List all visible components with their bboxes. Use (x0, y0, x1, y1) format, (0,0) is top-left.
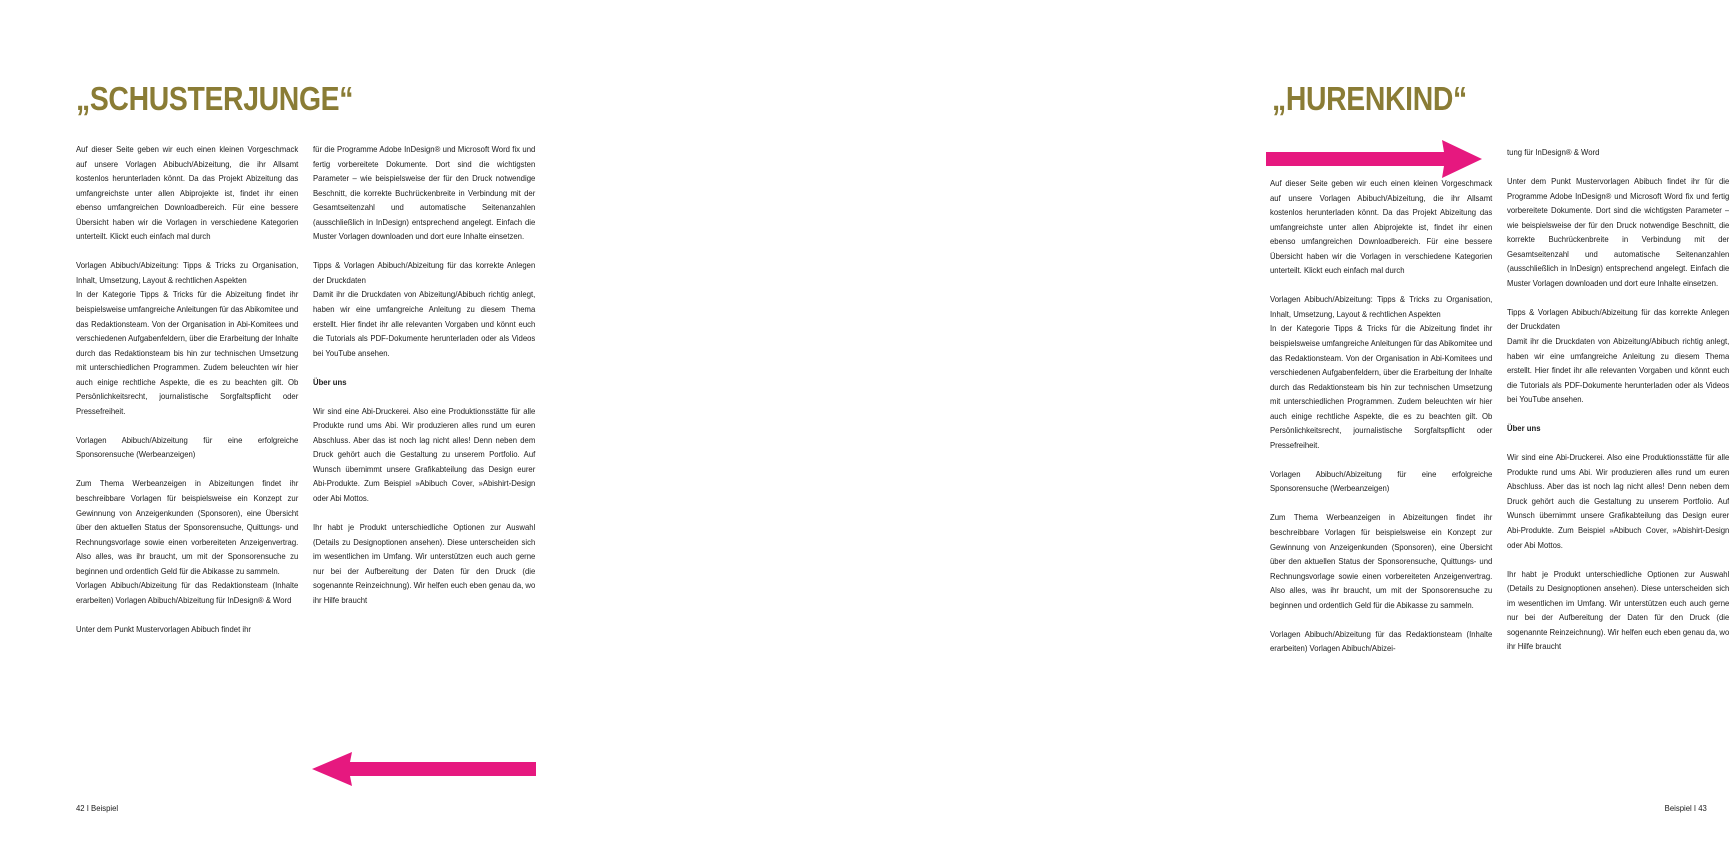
paragraph: In der Kategorie Tipps & Tricks für die Abizeitung findet ihr beispielsweise umfangreiche Anleitungen für das Abikomitee und das Redaktionsteam. Von der Organisation in Abi-Komitees und verschiedenen Aufgabenfeldern, über die Erarbeitung der Inhalte durch das Redaktionsteam bis hin zur technischen Umsetzung mit unterschiedlichen Programmen. Zudem beleuchten wir hier auch einige rechtliche Aspekte, die es zu beachten gilt. Ob Persönlichkeitsrecht, journalistische Sorgfaltspflicht oder Pressefreiheit. (76, 289, 299, 416)
paragraph-spacer (1507, 290, 1729, 305)
paragraph-spacer (76, 462, 298, 477)
paragraph: für die Programme Adobe InDesign® und Microsoft Word fix und fertig vorbereitete Dokumente. Dort sind die wichtigsten Parameter – wie beispielsweise der für den Druck notwendige Beschnitt, die korrekte Buchrückenbreite in Verbindung mit der Gesamtseitenzahl und automatische Seitenanzahlen (ausschließlich in InDesign) entsprechend angelegt. Einfach die Muster Vorlagen downloaden und dort eure Inhalte einsetzen. (313, 144, 536, 242)
page-footer-right: Beispiel I 43 (1664, 803, 1707, 813)
paragraph-spacer (313, 244, 535, 259)
section-title-ueber-uns: Über uns (1507, 423, 1541, 434)
paragraph-heading: Vorlagen Abibuch/Abizeitung für eine erfolgreiche Sponsorensuche (Werbeanzeigen) (1270, 468, 1493, 494)
paragraph-orphan: tung für InDesign® & Word (1507, 147, 1600, 157)
paragraph: Damit ihr die Druckdaten von Abizeitung/Abibuch richtig anlegt, haben wir eine umfangreiche Anleitung zu diesem Thema erstellt. Hier findet ihr alle relevanten Vorgaben und könnt euch die Tutorials als PDF-Dokumente herunterladen oder als Videos bei YouTube ansehen. (1507, 336, 1729, 405)
paragraph: Vorlagen Abibuch/Abizeitung für das Redaktionsteam (Inhalte erarbeiten) Vorlagen Abibuch/Abizeitung für InDesign® & Word (76, 580, 299, 605)
paragraph-spacer (76, 244, 298, 259)
right-page-column-2 (1507, 145, 1729, 654)
paragraph-spacer (1270, 612, 1492, 627)
paragraph: Ihr habt je Produkt unterschiedliche Optionen zur Auswahl (Details zu Designoptionen ansehen). Diese unterscheiden sich im wesentlichen im Umfang. Wir unterstützen euch auch gerne nur bei der Aufbereitung der Daten für den Druck (die sogenannte Reinzeichnung). Wir helfen euch eben genau da, wo ihr Hilfe braucht (313, 522, 536, 605)
paragraph-orphan: Unter dem Punkt Mustervorlagen Abibuch findet ihr (76, 623, 251, 634)
paragraph: In der Kategorie Tipps & Tricks für die Abizeitung findet ihr beispielsweise umfangreiche Anleitungen für das Abikomitee und das Redaktionsteam. Von der Organisation in Abi-Komitees und verschiedenen Aufgabenfeldern, über die Erarbeitung der Inhalte durch das Redaktionsteam bis hin zur technischen Umsetzung mit unterschiedlichen Programmen. Zudem beleuchten wir hier auch einige rechtliche Aspekte, die es zu beachten gilt. Ob Persönlichkeitsrecht, journalistische Sorgfaltspflicht oder Pressefreiheit. (1270, 323, 1493, 450)
paragraph-spacer (1507, 160, 1729, 175)
paragraph-heading: Tipps & Vorlagen Abibuch/Abizeitung für das korrekte Anlegen der Druckdaten (1507, 306, 1729, 332)
paragraph-spacer (1507, 407, 1729, 422)
paragraph-spacer (1507, 552, 1729, 567)
paragraph-spacer (313, 506, 535, 521)
page-title-schusterjunge: „SCHUSTERJUNGE“ (76, 80, 354, 117)
paragraph-heading: Tipps & Vorlagen Abibuch/Abizeitung für das korrekte Anlegen der Druckdaten (313, 260, 536, 285)
page-footer-left: 42 I Beispiel (76, 803, 119, 813)
paragraph: Wir sind eine Abi-Druckerei. Also eine Produktionsstätte für alle Produkte rund ums Abi. Wir produzieren alles rund um euren Abschluss. Aber das ist noch lag nicht alles! Denn neben dem Druck gehört auch die Gestaltung zu unserem Portfolio. Auf Wunsch übernimmt unsere Grafikabteilung das Design eurer Abi-Produkte. Zum Beispiel »Abibuch Cover, »Abishirt-Design oder Abi Mottos. (313, 405, 536, 503)
paragraph: Vorlagen Abibuch/Abizeitung für das Redaktionsteam (Inhalte erarbeiten) Vorlagen Abibuch/Abizei- (1270, 628, 1493, 654)
paragraph: Ihr habt je Produkt unterschiedliche Optionen zur Auswahl (Details zu Designoptionen ansehen). Diese unterscheiden sich im wesentlichen im Umfang. Wir unterstützen euch auch gerne nur bei der Aufbereitung der Daten für den Druck (die sogenannte Reinzeichnung). Wir helfen euch eben genau da, wo ihr Hilfe braucht (1507, 568, 1729, 652)
paragraph-spacer (1270, 278, 1492, 293)
paragraph-spacer (1270, 496, 1492, 511)
paragraph-spacer (313, 389, 535, 404)
paragraph-heading: Vorlagen Abibuch/Abizeitung: Tipps & Tricks zu Organisation, Inhalt, Umsetzung, Layout & rechtlichen Aspekten (76, 260, 299, 285)
paragraph: Wir sind eine Abi-Druckerei. Also eine Produktionsstätte für alle Produkte rund ums Abi. Wir produzieren alles rund um euren Abschluss. Aber das ist noch lag nicht alles! Denn neben dem Druck gehört auch die Gestaltung zu unserem Portfolio. Auf Wunsch übernimmt unsere Grafikabteilung das Design eurer Abi-Produkte. Zum Beispiel »Abibuch Cover, »Abishirt-Design oder Abi Mottos. (1507, 452, 1729, 550)
right-pointing-arrow (1266, 138, 1484, 180)
left-page-column-1 (76, 142, 298, 636)
page-left (0, 0, 600, 853)
paragraph: Auf dieser Seite geben wir euch einen kleinen Vorgeschmack auf unsere Vorlagen Abibuch/Abizeitung, die ihr Allsamt kostenlos herunterladen könnt. Da das Projekt Abizeitung das umfangreichste unter allen Abiprojekte ist, findet ihr einen ebenso umfangreichen Downloadbereich. Für eine bessere Übersicht haben wir die Vorlagen in verschiedene Kategorien unterteilt. Klickt euch einfach mal durch (76, 144, 299, 242)
right-page-column-1 (1270, 176, 1492, 656)
paragraph-spacer (76, 607, 298, 622)
paragraph-spacer (76, 418, 298, 433)
left-pointing-arrow (310, 748, 536, 790)
paragraph-spacer (1270, 452, 1492, 467)
paragraph: Zum Thema Werbeanzeigen in Abizeitungen findet ihr beschreibbare Vorlagen für beispielsweise ein Konzept zur Gewinnung von Anzeigenkunden (Sponsoren), eine Übersicht über den aktuellen Status der Sponsorensuche, Quittungs- und Rechnungsvorlage sowie einen vorbereiteten Anzeigenvertrag. Also alles, was ihr braucht, um mit der Sponsorensuche zu beginnen und ordentlich Geld für die Abikasse zu sammeln. (1270, 512, 1493, 610)
page-right (600, 0, 1729, 853)
paragraph: Auf dieser Seite geben wir euch einen kleinen Vorgeschmack auf unsere Vorlagen Abibuch/Abizeitung, die ihr Allsamt kostenlos herunterladen könnt. Da das Projekt Abizeitung das umfangreichste unter allen Abiprojekte ist, findet ihr einen ebenso umfangreichen Downloadbereich. Für eine bessere Übersicht haben wir die Vorlagen in verschiedene Kategorien unterteilt. Klickt euch einfach mal durch (1270, 178, 1493, 276)
paragraph-heading: Vorlagen Abibuch/Abizeitung für eine erfolgreiche Sponsorensuche (Werbeanzeigen) (76, 434, 299, 460)
paragraph: Zum Thema Werbeanzeigen in Abizeitungen findet ihr beschreibbare Vorlagen für beispielsweise ein Konzept zur Gewinnung von Anzeigenkunden (Sponsoren), eine Übersicht über den aktuellen Status der Sponsorensuche, Quittungs- und Rechnungsvorlage sowie einen vorbereiteten Anzeigenvertrag. Also alles, was ihr braucht, um mit der Sponsorensuche zu beginnen und ordentlich Geld für die Abikasse zu sammeln. (76, 478, 299, 576)
page-title-hurenkind: „HURENKIND“ (1272, 80, 1467, 117)
paragraph-heading: Vorlagen Abibuch/Abizeitung: Tipps & Tricks zu Organisation, Inhalt, Umsetzung, Layout & rechtlichen Aspekten (1270, 294, 1493, 319)
paragraph: Damit ihr die Druckdaten von Abizeitung/Abibuch richtig anlegt, haben wir eine umfangreiche Anleitung zu diesem Thema erstellt. Hier findet ihr alle relevanten Vorgaben und könnt euch die Tutorials als PDF-Dokumente herunterladen oder als Videos bei YouTube ansehen. (313, 289, 536, 358)
left-page-column-2 (313, 142, 535, 607)
section-title-ueber-uns: Über uns (313, 376, 347, 387)
paragraph-spacer (313, 360, 535, 375)
paragraph: Unter dem Punkt Mustervorlagen Abibuch findet ihr für die Programme Adobe InDesign® und Microsoft Word fix und fertig vorbereitete Dokumente. Dort sind die wichtigsten Parameter – wie beispielsweise der für den Druck notwendige Beschnitt, die korrekte Buchrückenbreite in Verbindung mit der Gesamtseitenzahl und automatische Seitenanzahlen (ausschließlich in InDesign) entsprechend angelegt. Einfach die Muster Vorlagen downloaden und dort eure Inhalte einsetzen. (1507, 176, 1729, 288)
paragraph-spacer (1507, 436, 1729, 451)
